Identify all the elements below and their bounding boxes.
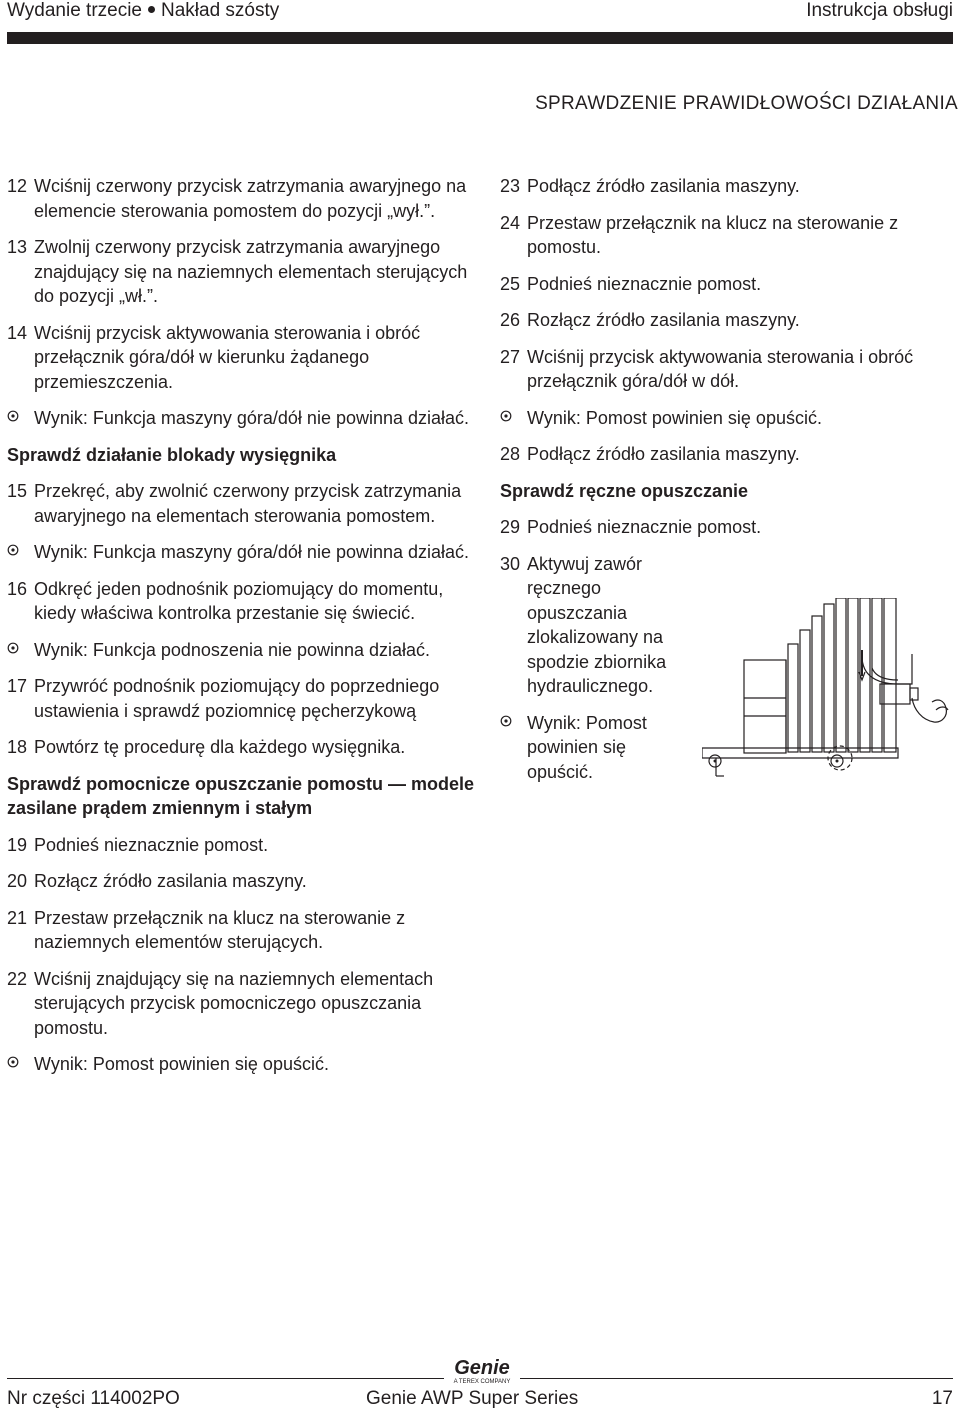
result-15 <box>7 540 477 565</box>
step-27 <box>500 345 950 394</box>
step-24 <box>500 211 950 260</box>
step-22 <box>7 967 477 1041</box>
left-column <box>7 174 477 1089</box>
step-12 <box>7 174 477 223</box>
step-number: 20 <box>7 871 28 891</box>
step-number: 23 <box>500 176 521 196</box>
step-text: Podłącz źródło zasilania maszyny. <box>527 176 800 196</box>
step-number: 22 <box>7 968 28 989</box>
step-21 <box>7 906 477 955</box>
header-edition <box>7 0 279 22</box>
step-28 <box>500 442 950 467</box>
result-16 <box>7 638 477 663</box>
result-text: Wynik: Pomost powinien się opuścić. <box>527 407 822 428</box>
step-number: 27 <box>500 346 521 367</box>
step-25 <box>500 272 950 297</box>
result-22 <box>7 1052 477 1077</box>
step-17 <box>7 674 477 723</box>
step-19 <box>7 833 477 858</box>
step-23 <box>500 174 950 199</box>
step-number: 19 <box>7 834 28 855</box>
step-number: 26 <box>500 310 521 330</box>
result-target-icon <box>7 642 19 654</box>
step-text: Przywróć podnośnik poziomujący do poprzedniego ustawienia i sprawdź poziomnicę pęcherzykową <box>34 676 440 721</box>
step-text: Podnieś nieznacznie pomost. <box>34 834 269 855</box>
step-number: 15 <box>7 481 28 501</box>
result-27 <box>500 406 950 431</box>
step-text: Aktywuj zawór ręcznego opuszczania zlokalizowany na spodzie zbiornika hydraulicznego. <box>527 553 667 696</box>
step-26 <box>500 308 950 333</box>
step-number: 14 <box>7 322 28 343</box>
step-text: Rozłącz źródło zasilania maszyny. <box>34 871 307 891</box>
step-text: Podłącz źródło zasilania maszyny. <box>527 444 800 464</box>
step-number: 16 <box>7 578 28 599</box>
step-number: 30 <box>500 553 521 574</box>
section-title: SPRAWDZENIE PRAWIDŁOWOŚCI DZIAŁANIA <box>535 93 958 114</box>
step-14 <box>7 321 477 395</box>
step-number: 18 <box>7 737 28 757</box>
footer-rule-left <box>7 1378 444 1379</box>
step-29 <box>500 515 950 540</box>
step-20 <box>7 869 477 894</box>
bullet-dot-icon <box>148 6 155 13</box>
step-text: Powtórz tę procedurę dla każdego wysięgnika. <box>34 737 406 757</box>
result-text: Wynik: Funkcja maszyny góra/dół nie powinna działać. <box>34 408 470 428</box>
step-18 <box>7 735 477 760</box>
step-text: Wciśnij przycisk aktywowania sterowania i obróć przełącznik góra/dół w dół. <box>527 346 914 391</box>
result-target-icon <box>7 544 19 556</box>
logo-subtext: A TEREX COMPANY <box>453 1379 511 1385</box>
genie-logo <box>445 1356 520 1386</box>
step-16 <box>7 577 477 626</box>
step-text: Przestaw przełącznik na klucz na sterowanie z pomostu. <box>527 212 899 257</box>
step-text: Odkręć jeden podnośnik poziomujący do momentu, kiedy właściwa kontrolka przestanie się świecić. <box>34 578 444 623</box>
header-manual-title: Instrukcja obsługi <box>806 0 953 21</box>
step-text: Wciśnij przycisk aktywowania sterowania i obróć przełącznik góra/dół w kierunku żądanego przemieszczenia. <box>34 322 421 392</box>
step-text: Przekręć, aby zwolnić czerwony przycisk zatrzymania awaryjnego na elementach sterowania pomostem. <box>34 481 462 526</box>
step-text: Wciśnij znajdujący się na naziemnych elementach sterujących przycisk pomocniczego opuszczania pomostu. <box>34 968 434 1038</box>
step-text: Wciśnij czerwony przycisk zatrzymania awaryjnego na elemencie sterowania pomostem do pozycji „wył.”. <box>34 176 467 221</box>
result-target-icon <box>500 715 512 727</box>
subheading-aux-lowering: Sprawdź pomocnicze opuszczanie pomostu — modele zasilane prądem zmiennym i stałym <box>7 773 475 818</box>
result-14 <box>7 406 477 431</box>
logo-wordmark: Genie <box>454 1357 510 1379</box>
step-number: 25 <box>500 273 521 294</box>
step-number: 13 <box>7 237 28 257</box>
footer-part-number: Nr części 114002PO <box>7 1388 180 1409</box>
step-number: 29 <box>500 517 521 537</box>
step-number: 28 <box>500 444 521 464</box>
result-target-icon <box>500 410 512 422</box>
step-text: Podnieś nieznacznie pomost. <box>527 517 762 537</box>
subheading-manual-lowering: Sprawdź ręczne opuszczanie <box>500 480 749 501</box>
result-target-icon <box>7 1056 19 1068</box>
printing-text: Nakład szósty <box>161 0 280 21</box>
result-text: Wynik: Pomost powinien się opuścić. <box>34 1054 329 1074</box>
result-text: Wynik: Funkcja maszyny góra/dół nie powinna działać. <box>34 542 470 562</box>
step-13 <box>7 235 477 309</box>
step-number: 21 <box>7 907 28 928</box>
footer-rule-right <box>520 1378 953 1379</box>
result-text: Wynik: Funkcja podnoszenia nie powinna działać. <box>34 639 431 660</box>
result-text: Wynik: Pomost powinien się opuścić. <box>527 712 647 782</box>
footer-series: Genie AWP Super Series <box>366 1388 579 1409</box>
header-rule <box>7 32 953 44</box>
result-target-icon <box>7 410 19 422</box>
step-number: 17 <box>7 676 28 696</box>
subheading-boom-lock: Sprawdź działanie blokady wysięgnika <box>7 444 337 465</box>
footer-page-number: 17 <box>931 1388 953 1409</box>
step-text: Rozłącz źródło zasilania maszyny. <box>527 310 800 330</box>
edition-text: Wydanie trzecie <box>7 0 142 21</box>
manual-lowering-valve-illustration <box>702 598 952 783</box>
step-number: 12 <box>7 176 28 196</box>
step-15 <box>7 479 477 528</box>
step-text: Przestaw przełącznik na klucz na sterowanie z naziemnych elementów sterujących. <box>34 907 406 952</box>
step-number: 24 <box>500 212 521 233</box>
step-text: Podnieś nieznacznie pomost. <box>527 273 762 294</box>
step-text: Zwolnij czerwony przycisk zatrzymania awaryjnego znajdujący się na naziemnych elementach sterujących do pozycji „wł.”. <box>34 237 468 306</box>
